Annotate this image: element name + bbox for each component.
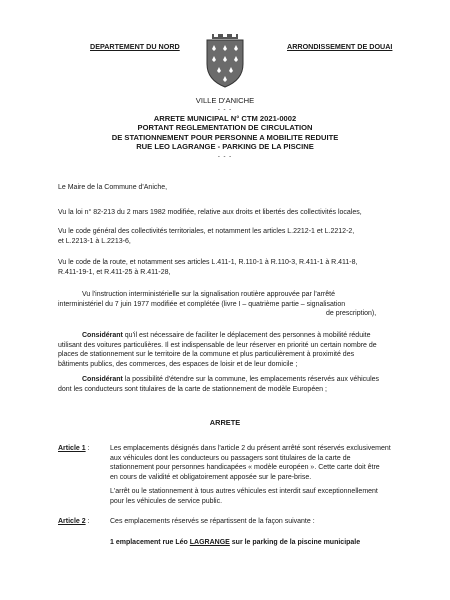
article-2-label-text: Article 2: [58, 518, 86, 525]
coat-of-arms-icon: [203, 34, 247, 88]
text-line: places de stationnement sur le territoire de la commune et plus particulièrement à proximité des: [58, 351, 355, 359]
department-label: DEPARTEMENT DU NORD: [90, 42, 180, 51]
text-line: Vu le code de la route, et notamment ses articles L.411-1, R.110-1 à R.110-3, R.411-1 à R.411-8,: [58, 259, 358, 266]
text-line: R.411-19-1, et R.411-25 à R.411-28,: [58, 268, 171, 276]
street-name: LAGRANGE: [189, 539, 230, 546]
text-line: interministériel du 7 juin 1977 modifiée et complétée (livre I – quatrième partie – signalisation: [58, 300, 346, 308]
text-line: stationnement pour personnes handicapées « modèle européen ». Cette carte doit être: [110, 464, 380, 472]
text-span: la possibilité d'étendre sur la commune, les emplacements réservés aux véhicules: [122, 376, 380, 383]
vu-paragraph-2: [58, 227, 398, 246]
intro-line: Le Maire de la Commune d'Aniche,: [58, 184, 168, 191]
title-separator: - - -: [217, 154, 233, 160]
text-line: bâtiments publics, des commerces, des espaces de loisir et de leur domicile ;: [58, 360, 298, 368]
town-name: VILLE D'ANICHE: [195, 96, 255, 105]
article-2-text: Ces emplacements réservés se répartissent de la façon suivante :: [110, 518, 315, 525]
vu-paragraph-4: [58, 290, 398, 319]
title-line-2: PORTANT REGLEMENTATION DE CIRCULATION: [137, 123, 313, 133]
article-1-label-text: Article 1: [58, 445, 86, 452]
text-span: qu'il est nécessaire de faciliter le déplacement des personnes à mobilité réduite: [122, 332, 371, 339]
vu-paragraph-1: Vu la loi n° 82-213 du 2 mars 1982 modifiée, relative aux droits et libertés des collectivités locales,: [58, 209, 362, 216]
article-2-location: [110, 538, 410, 548]
text-span: 1 emplacement rue Léo: [110, 539, 190, 546]
text-line: de prescription),: [326, 310, 377, 318]
arrete-heading: ARRETE: [209, 418, 241, 427]
title-line-3: DE STATIONNEMENT POUR PERSONNE A MOBILITE REDUITE: [111, 132, 339, 142]
label-colon: :: [85, 445, 90, 452]
keyword: Considérant: [82, 376, 123, 383]
text-line: Vu le code général des collectivités territoriales, et notamment les articles L.2212-1 et L.2212-2,: [58, 228, 355, 235]
keyword: Considérant: [82, 332, 123, 339]
text-line: aux véhicules dont les conducteurs ou passagers sont titulaires de la carte de: [110, 454, 351, 462]
considerant-paragraph-2: [58, 375, 398, 394]
text-line: pour les véhicules de service public.: [110, 497, 223, 505]
text-line: Vu l'instruction interministérielle sur la signalisation routière approuvée par l'arrêté: [82, 291, 335, 298]
text-line: utilisant des voitures particulières. Il est indispensable de leur réserver en priorité un certain nombre de: [58, 341, 377, 349]
title-line-1: ARRETE MUNICIPAL N° CTM 2021-0002: [153, 114, 297, 123]
separator: - - -: [217, 107, 233, 113]
text-line: dont les conducteurs sont titulaires de la carte de stationnement de modèle Européen ;: [58, 385, 327, 393]
considerant-paragraph-1: [58, 331, 398, 369]
article-2-label: [58, 517, 90, 527]
text-line: Les emplacements désignés dans l'article 2 du présent arrêté sont réservés exclusivement: [110, 445, 391, 452]
text-line: L'arrêt ou le stationnement à tous autres véhicules est interdit sauf exceptionnellement: [110, 488, 378, 496]
article-1-label: [58, 444, 90, 454]
vu-paragraph-3: [58, 258, 398, 277]
text-span: sur le parking de la piscine municipale: [229, 539, 361, 546]
article-1-text: [110, 444, 400, 507]
text-line: en cours de validité et obligatoirement apposée sur le pare-brise.: [110, 473, 312, 481]
arrondissement-label: ARRONDISSEMENT DE DOUAI: [287, 42, 393, 51]
document-title: [0, 114, 450, 152]
title-line-4: RUE LEO LAGRANGE - PARKING DE LA PISCINE: [136, 142, 314, 152]
text-line: et L.2213-1 à L.2213-6,: [58, 237, 131, 245]
label-colon: :: [85, 518, 90, 525]
